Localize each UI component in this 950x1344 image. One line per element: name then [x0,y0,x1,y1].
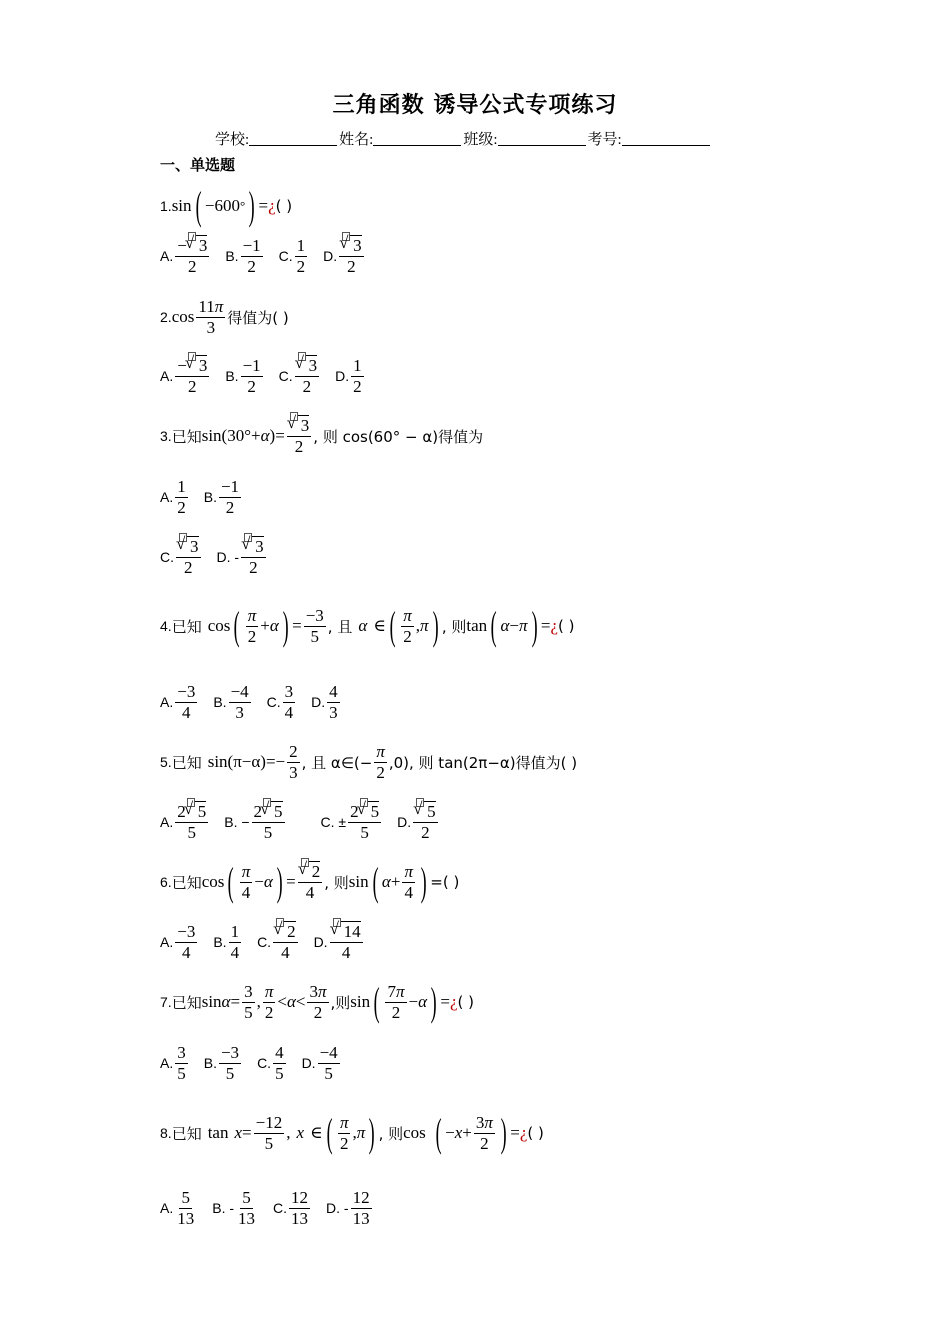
page-title: 三角函数 诱导公式专项练习 [332,93,618,118]
option-b[interactable]: B. - $\frac{5}{13}$ [212,1188,256,1228]
question-1-options [160,233,380,276]
question-5: 5. 已知 sin(π−α)=− $\frac{2}{3}$ , 且 α∈(− $\frac{\pi}{2}$ ,0), 则 tan(2π−α)得值为( ) [160,742,578,782]
option-a[interactable]: A. − √ 3 2 [160,353,208,396]
question-6: 6. 已知 cos ( $\frac{\pi}{4}$ − α ) = √ 2 4 , 则 sin ( α + $\frac{\pi}{4}$ ) =( ) [160,859,460,905]
question-2-options [160,353,380,396]
question-3-options-ab [160,477,257,517]
student-info-row [215,128,712,149]
school-label: 学校: [215,132,250,148]
class-label: 班级: [463,132,498,148]
option-c[interactable]: C. $\frac{3}{4}$ [266,682,294,722]
question-8-options [160,1188,388,1228]
exam-no-blank[interactable] [622,131,710,146]
name-label: 姓名: [339,132,374,148]
option-c[interactable]: C. ± 2 √ 5 5 [320,799,380,842]
option-b[interactable]: B. − 2 √ 5 5 [224,799,283,842]
option-c[interactable]: C. √ 3 2 [160,534,199,577]
option-a[interactable]: A. $\frac{3}{5}$ [160,1043,186,1083]
option-b[interactable]: B. $\frac{-1}{2}$ [225,356,261,396]
option-d[interactable]: D. $\frac{-4}{5}$ [301,1043,338,1083]
section-heading: 一、单选题 [160,156,236,174]
option-d[interactable]: D. $\frac{4}{3}$ [311,682,338,722]
question-5-options [160,799,454,842]
question-7-options [160,1043,356,1083]
exam-no-label: 考号: [587,132,622,148]
name-blank[interactable] [373,131,461,146]
question-6-options [160,919,379,962]
question-2: 2. cos $\frac{11\pi}{3}$ 得值为( ) [160,297,289,337]
option-a[interactable]: A. 2 √ 5 5 [160,799,207,842]
question-3: 3. 已知 sin (30°+ α )= √ 3 2 , 则 cos(60° − α)得值为 [160,413,484,456]
class-blank[interactable] [498,131,586,146]
option-c[interactable]: C. √ 2 4 [257,919,296,962]
option-a[interactable]: A. $\frac{-3}{4}$ [160,682,196,722]
option-b[interactable]: B. $\frac{1}{4}$ [213,922,240,962]
question-3-options-cd [160,534,282,577]
option-d[interactable]: D. - √ 3 2 [216,534,264,577]
option-a[interactable]: A. $\frac{5}{13}$ [160,1188,195,1228]
school-blank[interactable] [249,131,337,146]
option-c[interactable]: C. $\frac{4}{5}$ [257,1043,284,1083]
question-4: 4. 已知 cos ( $\frac{\pi}{2}$ + α ) = $\frac{-3}{5}$ , 且 α ∈ ( $\frac{\pi}{2}$ , π ) , 则 tan ( α − π ) = ¿ ( ) [160,603,575,649]
option-b[interactable]: B. $\frac{-3}{5}$ [203,1043,240,1083]
option-d[interactable]: D. √ 14 4 [313,919,361,962]
option-d[interactable]: D. $\frac{1}{2}$ [335,356,362,396]
question-4-options [160,682,356,722]
option-b[interactable]: B. $\frac{-1}{2}$ [203,477,240,517]
question-8: 8. 已知 tan x = $\frac{-12}{5}$ , x ∈ ( $\frac{\pi}{2}$ , π ) , 则 cos ( − x + $\frac{3\pi}{2}$ ) = ¿ ( ) [160,1110,544,1156]
option-c[interactable]: C. √ 3 2 [278,353,318,396]
option-c[interactable]: C. $\frac{1}{2}$ [278,236,306,276]
option-b[interactable]: B. $\frac{-4}{3}$ [213,682,249,722]
question-1: 1. sin ( −600 ° ) = ¿ ( ) [160,183,293,228]
option-a[interactable]: A. $\frac{-3}{4}$ [160,922,196,962]
option-a[interactable]: A. − √ 3 2 [160,233,208,276]
option-b[interactable]: B. $\frac{-1}{2}$ [225,236,261,276]
question-7: 7. 已知 sin α = $\frac{3}{5}$ , $\frac{\pi}{2}$ < α < $\frac{3\pi}{2}$ ,则 sin ( $\frac{7\pi}{2}$ − α ) = ¿ ( ) [160,979,474,1025]
option-d[interactable]: D. √ 5 2 [397,799,436,842]
option-d[interactable]: D. √ 3 2 [323,233,362,276]
option-a[interactable]: A. $\frac{1}{2}$ [160,477,186,517]
option-d[interactable]: D. - $\frac{12}{13}$ [326,1188,370,1228]
option-c[interactable]: C. $\frac{12}{13}$ [273,1188,309,1228]
